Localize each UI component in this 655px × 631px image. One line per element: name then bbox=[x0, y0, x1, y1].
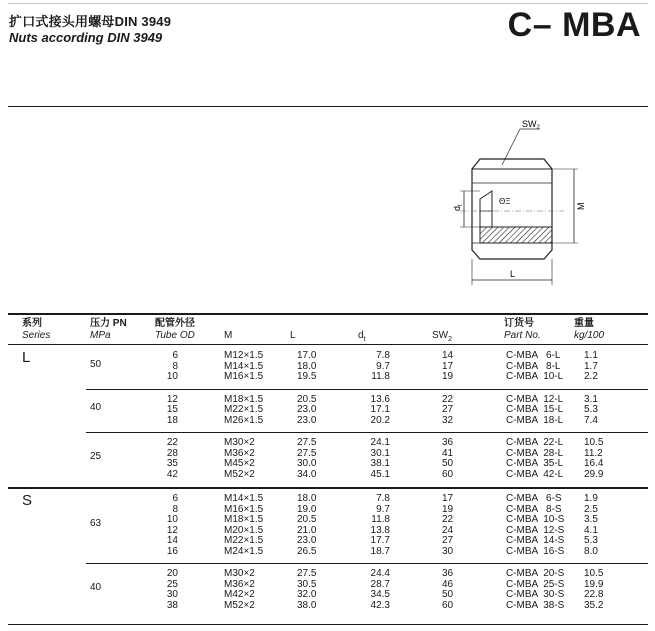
product-code: C– MBA bbox=[507, 6, 641, 44]
width-sw: 27 bbox=[442, 404, 454, 415]
title-chinese: 扩口式接头用螺母DIN 3949 bbox=[9, 14, 172, 29]
diameter-d: 9.7 bbox=[376, 503, 390, 515]
series-label: L bbox=[22, 349, 31, 366]
m-label: M bbox=[576, 202, 586, 210]
width-sw: 60 bbox=[442, 468, 454, 480]
table-row bbox=[0, 470, 655, 481]
thread-m: M22×1.5 bbox=[224, 535, 264, 546]
width-sw: 22 bbox=[442, 393, 454, 405]
diameter-d: 11.8 bbox=[371, 514, 390, 525]
diameter-d: 13.6 bbox=[370, 393, 390, 405]
tube-od: 6 bbox=[172, 493, 178, 504]
l-label: L bbox=[510, 269, 516, 279]
tube-od: 10 bbox=[166, 371, 178, 382]
tube-od: 35 bbox=[166, 458, 178, 469]
weight: 5.3 bbox=[584, 535, 598, 546]
length-l: 19.0 bbox=[297, 503, 317, 515]
table-row bbox=[0, 494, 655, 505]
weight: 8.0 bbox=[584, 545, 598, 557]
thread-m: M14×1.5 bbox=[224, 360, 264, 372]
col-d: $d_t$ bbox=[358, 330, 366, 343]
part-number: C-MBA 18-L bbox=[506, 414, 564, 426]
length-l: 23.0 bbox=[297, 404, 317, 415]
length-l: 34.0 bbox=[297, 468, 317, 480]
part-number: C-MBA 8-S bbox=[506, 503, 562, 515]
width-sw: 17 bbox=[442, 493, 454, 504]
length-l: 18.0 bbox=[297, 360, 317, 372]
col-pn-cn: 压力 PN bbox=[90, 318, 127, 329]
width-sw: 19 bbox=[442, 371, 454, 382]
width-sw: 27 bbox=[442, 535, 454, 546]
group-divider bbox=[86, 389, 648, 390]
part-number: C-MBA 16-S bbox=[506, 545, 565, 557]
length-l: 20.5 bbox=[297, 393, 317, 405]
length-l: 19.5 bbox=[297, 371, 317, 382]
width-sw: 30 bbox=[442, 545, 454, 557]
part-number: C-MBA 42-L bbox=[506, 468, 564, 480]
weight: 1.7 bbox=[584, 360, 598, 372]
diameter-d: 11.8 bbox=[371, 371, 390, 382]
thread-m: M22×1.5 bbox=[224, 404, 264, 415]
tube-od: 22 bbox=[166, 437, 178, 448]
series-divider bbox=[8, 487, 648, 489]
thread-m: M20×1.5 bbox=[224, 524, 264, 536]
table-bottom-rule bbox=[8, 624, 648, 625]
thread-m: M12×1.5 bbox=[224, 350, 264, 361]
length-l: 20.5 bbox=[297, 514, 317, 525]
weight: 10.5 bbox=[584, 568, 604, 579]
weight: 29.9 bbox=[584, 468, 604, 480]
part-number: C-MBA 35-L bbox=[506, 458, 564, 469]
length-l: 32.0 bbox=[297, 589, 317, 600]
table-row bbox=[0, 536, 655, 547]
tube-od: 28 bbox=[166, 447, 178, 459]
tube-od: 20 bbox=[166, 568, 178, 579]
diameter-d: 30.1 bbox=[370, 447, 390, 459]
part-number: C-MBA 38-S bbox=[506, 599, 565, 611]
part-number: C-MBA 12-L bbox=[506, 393, 564, 405]
header-bottom-rule bbox=[8, 344, 648, 345]
width-sw: 24 bbox=[442, 524, 454, 536]
length-l: 27.5 bbox=[297, 437, 317, 448]
tube-od: 18 bbox=[166, 414, 178, 426]
col-sw: $SW_2$ bbox=[432, 330, 453, 343]
length-l: 17.0 bbox=[297, 350, 317, 361]
length-l: 27.5 bbox=[297, 568, 317, 579]
col-pn-en: MPa bbox=[90, 330, 111, 341]
tube-od: 12 bbox=[166, 393, 178, 405]
group-divider bbox=[86, 432, 648, 433]
pressure-value: 63 bbox=[90, 517, 102, 529]
width-sw: 32 bbox=[442, 414, 454, 426]
diameter-d: 38.1 bbox=[370, 458, 390, 469]
col-series-cn: 系列 bbox=[22, 318, 42, 329]
length-l: 18.0 bbox=[297, 493, 317, 504]
diameter-d: 24.4 bbox=[370, 568, 390, 579]
width-sw: 17 bbox=[442, 360, 454, 372]
tube-od: 8 bbox=[172, 360, 178, 372]
thread-m: M42×2 bbox=[224, 589, 255, 600]
col-l: L bbox=[290, 330, 296, 341]
col-weight-cn: 重量 bbox=[574, 318, 594, 329]
weight: 11.2 bbox=[584, 447, 603, 459]
part-number: C-MBA 30-S bbox=[506, 589, 565, 600]
section-rule bbox=[8, 106, 648, 107]
weight: 4.1 bbox=[584, 524, 598, 536]
weight: 16.4 bbox=[584, 458, 604, 469]
sw-label: $SW_2$ bbox=[522, 119, 540, 131]
diameter-d: 7.8 bbox=[376, 350, 390, 361]
diameter-d: 13.8 bbox=[370, 524, 390, 536]
col-weight-en: kg/100 bbox=[574, 330, 605, 341]
length-l: 27.5 bbox=[297, 447, 317, 459]
tube-od: 10 bbox=[166, 514, 178, 525]
part-number: C-MBA 25-S bbox=[506, 578, 565, 590]
col-m: M bbox=[224, 330, 233, 341]
part-number: C-MBA 12-S bbox=[506, 524, 565, 536]
part-number: C-MBA 15-L bbox=[506, 404, 564, 415]
diameter-d: 17.1 bbox=[370, 404, 390, 415]
top-rule bbox=[8, 3, 648, 4]
length-l: 30.5 bbox=[297, 578, 317, 590]
table-row bbox=[0, 372, 655, 383]
length-l: 38.0 bbox=[297, 599, 317, 611]
thread-m: M16×1.5 bbox=[224, 371, 264, 382]
series-label: S bbox=[22, 492, 33, 509]
title-english: Nuts according DIN 3949 bbox=[9, 30, 163, 45]
weight: 10.5 bbox=[584, 437, 604, 448]
diameter-d: 20.2 bbox=[370, 414, 390, 426]
tube-od: 8 bbox=[172, 503, 178, 515]
tube-od: 16 bbox=[166, 545, 178, 557]
diameter-d: 18.7 bbox=[370, 545, 390, 557]
tube-od: 15 bbox=[166, 404, 178, 415]
weight: 3.1 bbox=[584, 393, 598, 405]
col-part-cn: 订货号 bbox=[504, 318, 534, 329]
thread-m: M16×1.5 bbox=[224, 503, 264, 515]
weight: 19.9 bbox=[584, 578, 604, 590]
diameter-d: 7.8 bbox=[376, 493, 390, 504]
part-number: C-MBA 6-L bbox=[506, 350, 561, 361]
length-l: 21.0 bbox=[297, 524, 317, 536]
width-sw: 22 bbox=[442, 514, 454, 525]
diameter-d: 24.1 bbox=[370, 437, 390, 448]
part-number: C-MBA 20-S bbox=[506, 568, 565, 579]
thread-m: M45×2 bbox=[224, 458, 255, 469]
pressure-value: 40 bbox=[90, 582, 102, 593]
width-sw: 60 bbox=[442, 599, 454, 611]
diameter-d: 17.7 bbox=[370, 535, 390, 546]
length-l: 23.0 bbox=[297, 535, 317, 546]
width-sw: 50 bbox=[442, 458, 454, 469]
tube-od: 14 bbox=[166, 535, 178, 546]
mid-label: ΘΞ bbox=[499, 197, 511, 206]
width-sw: 46 bbox=[442, 578, 454, 590]
part-number: C-MBA 14-S bbox=[506, 535, 565, 546]
length-l: 26.5 bbox=[297, 545, 317, 557]
weight: 1.9 bbox=[584, 493, 598, 504]
thread-m: M24×1.5 bbox=[224, 545, 264, 557]
diameter-d: 9.7 bbox=[376, 360, 390, 372]
part-number: C-MBA 28-L bbox=[506, 447, 564, 459]
col-od-en: Tube OD bbox=[155, 330, 195, 341]
tube-od: 42 bbox=[166, 468, 178, 480]
weight: 35.2 bbox=[584, 599, 604, 611]
thread-m: M52×2 bbox=[224, 599, 255, 611]
diameter-d: 28.7 bbox=[370, 578, 390, 590]
tube-od: 38 bbox=[166, 599, 178, 611]
table-row bbox=[0, 438, 655, 449]
width-sw: 14 bbox=[442, 350, 454, 361]
tube-od: 30 bbox=[166, 589, 178, 600]
pressure-value: 25 bbox=[90, 451, 102, 462]
thread-m: M14×1.5 bbox=[224, 493, 264, 504]
width-sw: 41 bbox=[442, 447, 454, 459]
thread-m: M30×2 bbox=[224, 568, 255, 579]
length-l: 30.0 bbox=[297, 458, 317, 469]
thread-m: M52×2 bbox=[224, 468, 255, 480]
thread-m: M18×1.5 bbox=[224, 393, 264, 405]
width-sw: 36 bbox=[442, 437, 454, 448]
diameter-d: 34.5 bbox=[370, 589, 390, 600]
diameter-d: 45.1 bbox=[370, 468, 390, 480]
length-l: 23.0 bbox=[297, 414, 317, 426]
part-number: C-MBA 22-L bbox=[506, 437, 564, 448]
col-series-en: Series bbox=[22, 330, 51, 341]
pressure-value: 40 bbox=[90, 402, 102, 414]
diameter-d: 42.3 bbox=[370, 599, 390, 611]
part-number: C-MBA 10-S bbox=[506, 514, 565, 525]
weight: 3.5 bbox=[584, 514, 598, 525]
tube-od: 12 bbox=[166, 524, 178, 536]
d-label: $d_t$ bbox=[452, 204, 464, 211]
weight: 1.1 bbox=[584, 350, 598, 361]
width-sw: 50 bbox=[442, 589, 454, 600]
width-sw: 36 bbox=[442, 568, 454, 579]
table-top-rule bbox=[8, 313, 648, 315]
group-divider bbox=[86, 563, 648, 564]
tube-od: 25 bbox=[166, 578, 178, 590]
weight: 2.2 bbox=[584, 371, 598, 382]
col-od-cn: 配管外径 bbox=[155, 318, 195, 329]
weight: 22.8 bbox=[584, 589, 604, 600]
width-sw: 19 bbox=[442, 503, 454, 515]
nut-drawing bbox=[440, 115, 610, 295]
weight: 5.3 bbox=[584, 404, 598, 415]
part-number: C-MBA 8-L bbox=[506, 360, 561, 372]
thread-m: M30×2 bbox=[224, 437, 255, 448]
col-part-en: Part No. bbox=[504, 330, 541, 341]
tube-od: 6 bbox=[172, 350, 178, 361]
table-row bbox=[0, 601, 655, 612]
thread-m: M26×1.5 bbox=[224, 414, 264, 426]
thread-m: M36×2 bbox=[224, 447, 255, 459]
part-number: C-MBA 10-L bbox=[506, 371, 564, 382]
table-row bbox=[0, 547, 655, 558]
part-number: C-MBA 6-S bbox=[506, 493, 562, 504]
weight: 2.5 bbox=[584, 503, 598, 515]
weight: 7.4 bbox=[584, 414, 598, 426]
table-row bbox=[0, 569, 655, 580]
table-row bbox=[0, 416, 655, 427]
thread-m: M18×1.5 bbox=[224, 514, 264, 525]
pressure-value: 50 bbox=[90, 358, 102, 370]
thread-m: M36×2 bbox=[224, 578, 255, 590]
